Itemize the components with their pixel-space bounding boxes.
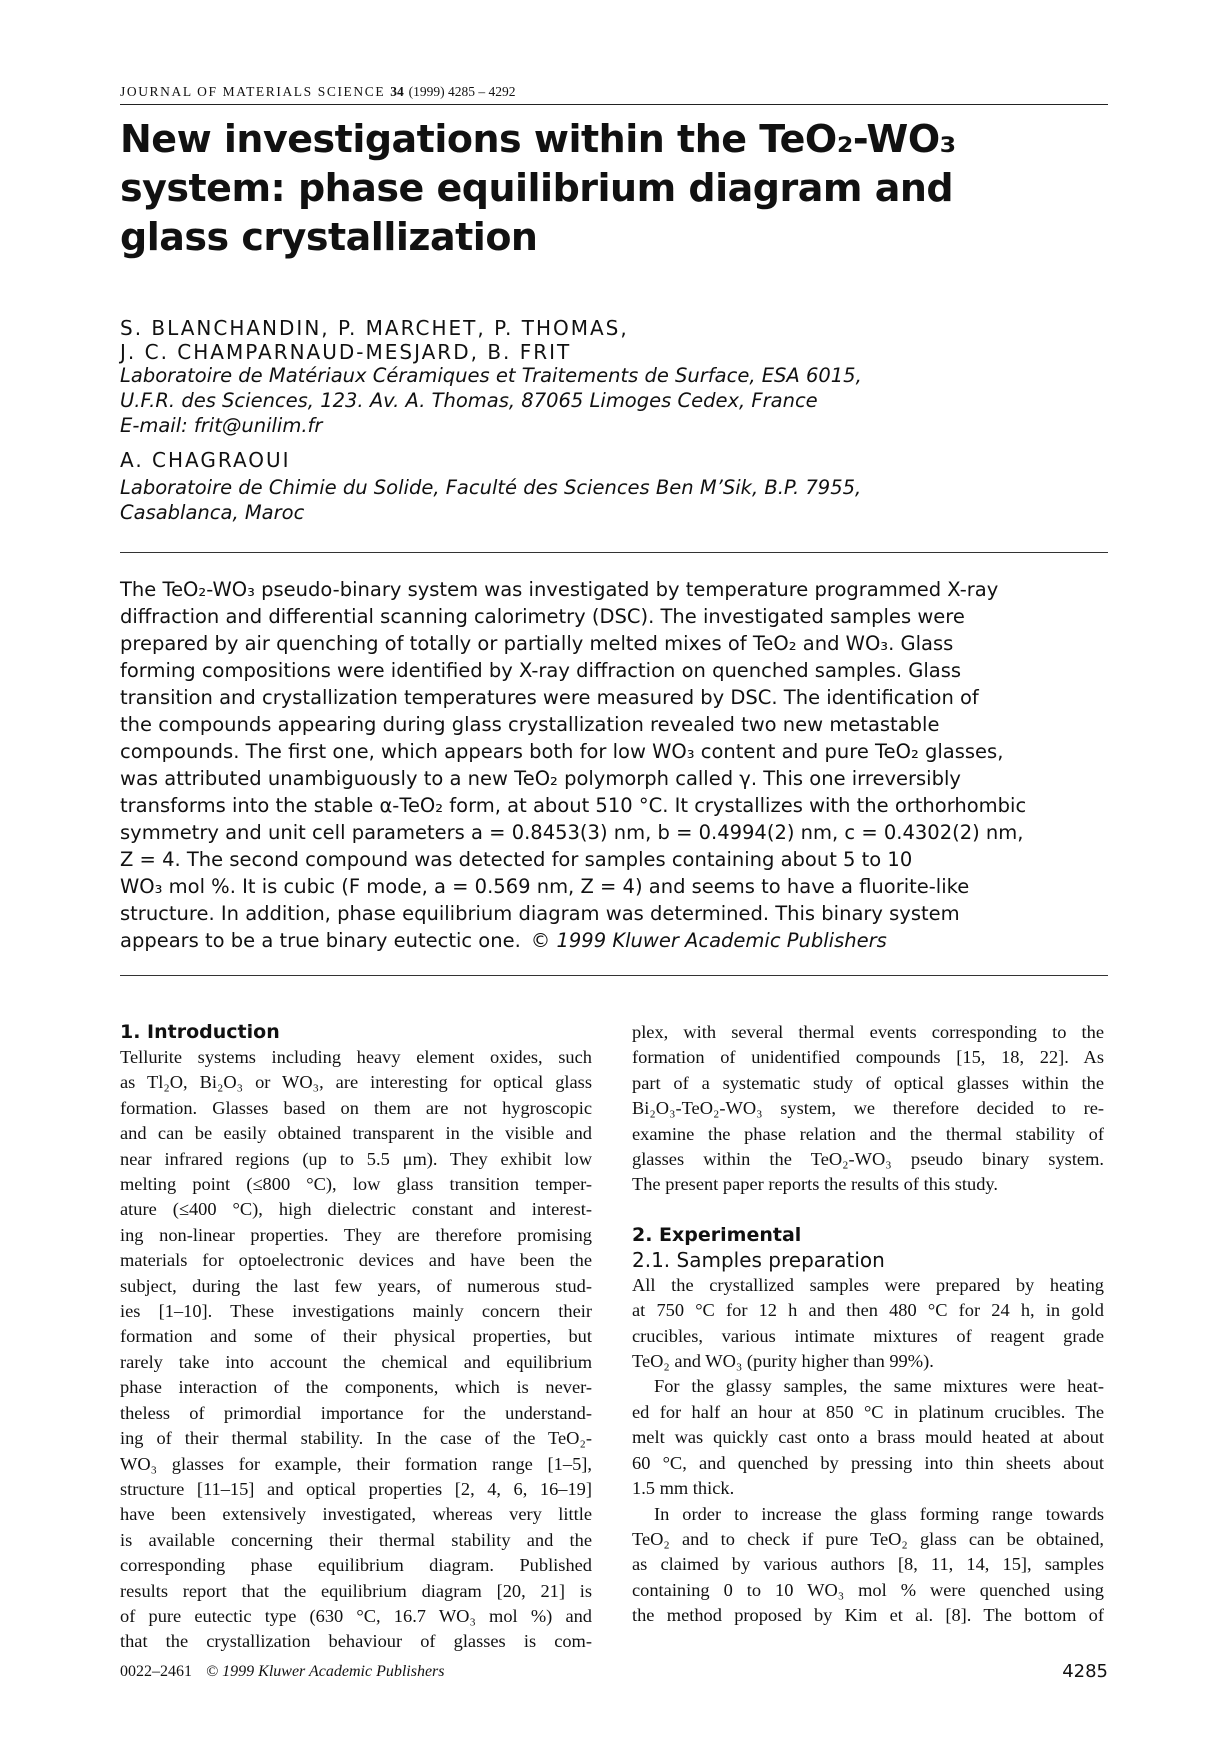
body-line: have been extensively investigated, whereas very little [120,1504,592,1525]
body-line: TeO₂ and WO₃ (purity higher than 99%). [632,1351,934,1372]
section-gap [632,1198,1104,1223]
affiliation-line: Laboratoire de Matériaux Céramiques et Traitements de Surface, ESA 6015, [120,364,862,387]
body-line: ies [1–10]. These investigations mainly concern their [120,1301,592,1322]
body-line: part of a systematic study of optical glasses within the [632,1072,1104,1093]
footer-publisher: © 1999 Kluwer Academic Publishers [206,1663,445,1680]
affiliation-email: E-mail: frit@unilim.fr [120,414,323,437]
abstract-line: WO₃ mol %. It is cubic (F mode, a = 0.569 nm, Z = 4) and seems to have a fluorite-like [120,875,970,898]
body-line: All the crystallized samples were prepared by heating [632,1274,1104,1295]
author-line: J. C. CHAMPARNAUD-MESJARD, B. FRIT [120,340,572,364]
body-line: subject, during the last few years, of numerous stud- [120,1275,592,1296]
abstract-line: prepared by air quenching of totally or partially melted mixes of TeO₂ and WO₃. Glass [120,632,954,655]
title-line: glass crystallization [120,215,538,259]
body-line: rarely take into account the chemical and equilibrium [120,1351,592,1372]
body-line: theless of primordial importance for the understand- [120,1402,592,1423]
body-line: formation and some of their physical properties, but [120,1326,592,1347]
body-line: In order to increase the glass forming range towards [654,1503,1104,1524]
body-line: results report that the equilibrium diagram [20, 21] is [120,1580,592,1601]
body-line: as Tl₂O, Bi₂O₃ or WO₃, are interesting for optical glass [120,1072,592,1093]
body-line: examine the phase relation and the thermal stability of [632,1123,1104,1144]
affiliation-line: Casablanca, Maroc [120,501,305,524]
body-line: melting point (≤800 °C), low glass transition temper- [120,1174,592,1195]
body-line: of pure eutectic type (630 °C, 16.7 WO₃ mol %) and [120,1605,592,1626]
body-line: as claimed by various authors [8, 11, 14, 15], samples [632,1554,1104,1575]
body-line: 1.5 mm thick. [632,1478,735,1499]
abstract-line: forming compositions were identified by X-ray diffraction on quenched samples. Glass [120,659,962,682]
body-line: at 750 °C for 12 h and then 480 °C for 24 h, in gold [632,1300,1104,1321]
author-group-1 [120,316,1108,364]
journal-volume: 34 [390,84,404,99]
author-group-2 [120,448,1108,472]
body-line: Bi₂O₃-TeO₂-WO₃ system, we therefore decided to re- [632,1098,1104,1119]
header-rule [120,104,1108,105]
author-line: S. BLANCHANDIN, P. MARCHET, P. THOMAS, [120,316,629,340]
abstract-line: structure. In addition, phase equilibrium diagram was determined. This binary system [120,902,960,925]
body-line: near infrared regions (up to 5.5 μm). They exhibit low [120,1148,592,1169]
right-column [632,1020,1104,1629]
abstract-line: appears to be a true binary eutectic one. [120,929,521,952]
body-line: melt was quickly cast onto a brass mould heated at about [632,1427,1104,1448]
abstract-copyright: © 1999 Kluwer Academic Publishers [530,929,887,952]
body-line: 60 °C, and quenched by pressing into thin sheets about [632,1452,1104,1473]
body-line: ed for half an hour at 850 °C in platinum crucibles. The [632,1401,1104,1422]
body-line: ature (≤400 °C), high dielectric constant and interest- [120,1199,592,1220]
journal-year-pages: (1999) 4285 – 4292 [408,84,516,99]
body-line: that the crystallization behaviour of glasses is com- [120,1631,592,1652]
abstract-top-rule [120,552,1108,553]
paper-title [120,115,1108,262]
subsection-heading-samples: 2.1. Samples preparation [632,1247,885,1272]
body-line: containing 0 to 10 WO₃ mol % were quenched using [632,1579,1104,1600]
body-line: WO₃ glasses for example, their formation range [1–5], [120,1453,592,1474]
body-line: For the glassy samples, the same mixtures were heat- [654,1376,1104,1397]
body-line: ing non-linear properties. They are therefore promising [120,1224,592,1245]
abstract [120,576,1108,954]
affiliation-line: Laboratoire de Chimie du Solide, Faculté des Sciences Ben M’Sik, B.P. 7955, [120,476,862,499]
affiliation-2 [120,475,1108,525]
abstract-line: compounds. The first one, which appears both for low WO₃ content and pure TeO₂ glasses, [120,740,1004,763]
body-line: the method proposed by Kim et al. [8]. The bottom of [632,1605,1104,1626]
body-line: ing of their thermal stability. In the case of the TeO₂- [120,1428,592,1449]
body-line: formation. Glasses based on them are not hygroscopic [120,1097,592,1118]
abstract-line: diffraction and differential scanning calorimetry (DSC). The investigated samples were [120,605,965,628]
body-line: phase interaction of the components, which is never- [120,1377,592,1398]
body-line: crucibles, various intimate mixtures of reagent grade [632,1325,1104,1346]
body-line: formation of unidentified compounds [15, 18, 22]. As [632,1047,1104,1068]
affiliation-1 [120,363,1108,438]
abstract-line: The TeO₂-WO₃ pseudo-binary system was investigated by temperature programmed X-ray [120,578,999,601]
body-line: Tellurite systems including heavy element oxides, such [120,1047,592,1067]
abstract-line: transition and crystallization temperatures were measured by DSC. The identification of [120,686,979,709]
body-line: is available concerning their thermal stability and the [120,1529,592,1550]
title-line: system: phase equilibrium diagram and [120,166,954,210]
page-number: 4285 [1062,1661,1108,1682]
title-line: New investigations within the TeO₂-WO₃ [120,117,956,161]
body-line: plex, with several thermal events corresponding to the [632,1022,1104,1042]
section-heading-experimental: 2. Experimental [632,1223,802,1246]
body-line: and can be easily obtained transparent in the visible and [120,1123,592,1144]
journal-header [120,84,1108,100]
body-line: materials for optoelectronic devices and have been the [120,1250,592,1271]
abstract-bottom-rule [120,975,1108,976]
abstract-last-line [120,927,1108,954]
abstract-line: was attributed unambiguously to a new TeO₂ polymorph called γ. This one irreversibly [120,767,961,790]
footer-left [120,1663,445,1681]
body-line: corresponding phase equilibrium diagram. Published [120,1555,592,1576]
abstract-line: transforms into the stable α-TeO₂ form, at about 510 °C. It crystallizes with the orthorhombic [120,794,1027,817]
abstract-line: the compounds appearing during glass crystallization revealed two new metastable [120,713,940,736]
journal-name: JOURNAL OF MATERIALS SCIENCE [120,84,386,99]
section-heading-introduction: 1. Introduction [120,1021,280,1043]
footer-issn: 0022–2461 [120,1663,192,1680]
affiliation-line: U.F.R. des Sciences, 123. Av. A. Thomas, 87065 Limoges Cedex, France [120,389,818,412]
left-column [120,1020,592,1655]
body-line: TeO₂ and to check if pure TeO₂ glass can be obtained, [632,1528,1104,1549]
abstract-line: Z = 4. The second compound was detected for samples containing about 5 to 10 [120,848,913,871]
body-line: The present paper reports the results of this study. [632,1174,999,1195]
body-line: glasses within the TeO₂-WO₃ pseudo binary system. [632,1149,1104,1170]
author-line: A. CHAGRAOUI [120,448,291,472]
abstract-line: symmetry and unit cell parameters a = 0.8453(3) nm, b = 0.4994(2) nm, c = 0.4302(2) nm, [120,821,1024,844]
body-line: structure [11–15] and optical properties [2, 4, 6, 16–19] [120,1478,592,1499]
